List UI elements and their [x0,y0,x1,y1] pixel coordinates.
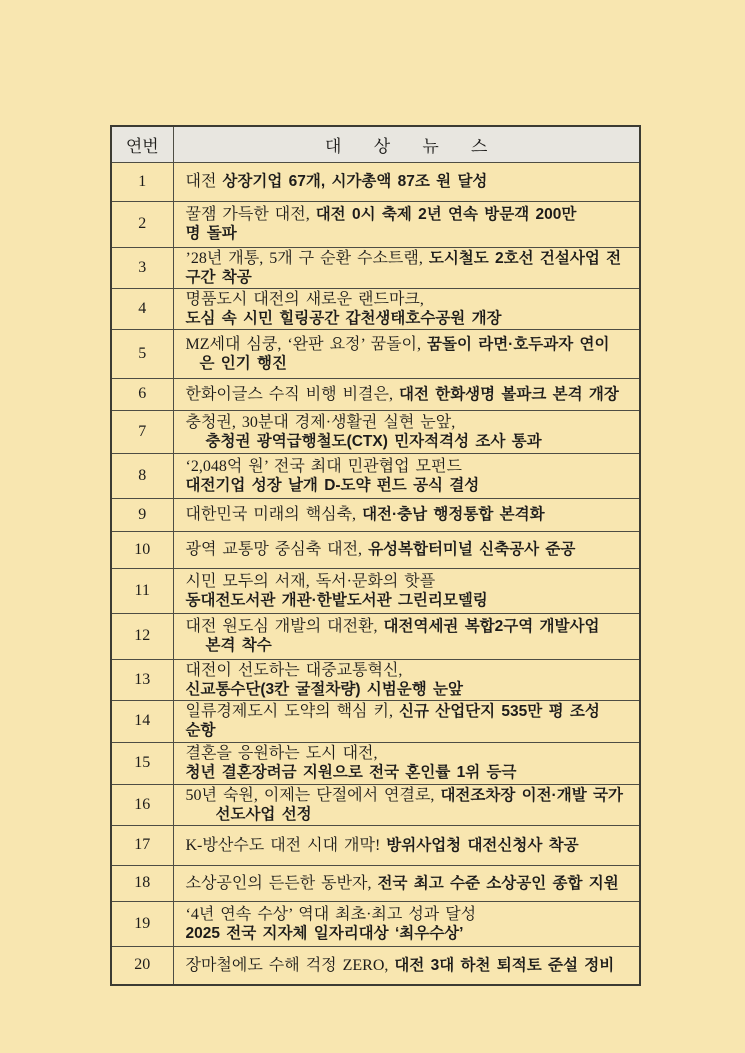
row-number-cell: 14 [111,700,173,742]
news-line [186,290,634,309]
column-header-number: 연번 [111,126,173,162]
news-text-bold: 선도사업 선정 [215,805,312,823]
news-line [186,457,634,476]
news-line [186,702,634,721]
news-text-bold: 대전 3대 하천 퇴적토 준설 정비 [394,956,615,974]
news-cell [173,498,640,531]
row-number-cell: 18 [111,865,173,901]
table-row [111,825,640,865]
row-number-cell: 17 [111,825,173,865]
row-number-cell: 15 [111,742,173,784]
table-row [111,613,640,659]
news-text-bold: 2025 전국 지자체 일자리대상 ‘최우수상’ [185,924,464,942]
news-cell [173,378,640,410]
news-text-bold: 상장기업 67개, 시가총액 87조 원 달성 [222,173,488,190]
news-text-bold: 도심 속 시민 힐링공간 갑천생태호수공원 개장 [185,309,502,327]
table-row [111,865,640,901]
news-line [186,721,634,740]
news-line [186,680,634,699]
news-text-regular: 충청권, 30분대 경제·생활권 실현 눈앞, [185,413,456,431]
news-cell [173,288,640,329]
news-line [186,924,634,943]
news-line [186,476,634,495]
table-row [111,453,640,498]
news-text-regular: 50년 숙원, 이제는 단절에서 연결로, [185,786,441,804]
news-text-regular: 대전 [185,173,223,190]
news-text-bold: 명 돌파 [185,225,237,242]
table-row [111,531,640,568]
table-row [111,201,640,247]
news-text-bold: 대전 한화생명 볼파크 본격 개장 [398,385,619,403]
news-text-regular: 결혼을 응원하는 도시 대전, [185,745,378,762]
row-number-cell: 16 [111,784,173,825]
news-cell [173,162,640,201]
news-line [186,805,634,824]
news-cell [173,410,640,453]
news-line [186,617,634,636]
news-text-bold: 은 인기 행진 [199,354,287,372]
news-cell [173,453,640,498]
news-cell [173,659,640,700]
news-text-bold: 신교통수단(3칸 굴절차량) 시범운행 눈앞 [185,680,463,698]
row-number-cell: 1 [111,162,173,201]
news-text-bold: 충청권 광역급행철도(CTX) 민자적격성 조사 통과 [205,432,542,450]
news-text-bold: 방위사업청 대전신청사 착공 [386,836,579,854]
news-line [186,874,634,893]
news-text-regular: 소상공인의 든든한 동반자, [185,874,378,892]
table-row [111,901,640,946]
news-line [186,354,634,373]
column-header-news: 대 상 뉴 스 [173,126,640,162]
table-body [111,162,640,985]
table-row [111,329,640,378]
news-text-bold: 유성복합터미널 신축공사 준공 [368,541,576,558]
news-text-bold: 순항 [185,722,216,739]
news-text-regular: 광역 교통망 중심축 대전, [185,541,369,558]
news-text-bold: 청년 결혼장려금 지원으로 전국 혼인률 1위 등극 [185,764,517,781]
news-text-bold: 대전기업 성장 날개 D-도약 펀드 공식 결성 [185,476,480,494]
table-row [111,378,640,410]
row-number-cell: 2 [111,201,173,247]
news-text-regular: 일류경제도시 도약의 핵심 키, [185,703,399,720]
news-text-regular: ‘4년 연속 수상’ 역대 최초·최고 성과 달성 [185,905,477,923]
row-number-cell: 7 [111,410,173,453]
row-number-cell: 10 [111,531,173,568]
news-text-regular: K-방산수도 대전 시대 개막! [185,836,387,854]
news-cell [173,568,640,613]
news-line [186,309,634,328]
row-number-cell: 13 [111,659,173,700]
news-text-bold: 본격 착수 [205,637,272,654]
news-cell [173,700,640,742]
news-text-regular: 대전이 선도하는 대중교통혁신, [185,661,403,679]
table-row [111,288,640,329]
news-text-regular: 명품도시 대전의 새로운 랜드마크, [185,290,424,308]
news-cell [173,865,640,901]
news-text-regular: 대한민국 미래의 핵심축, [185,506,363,523]
row-number-cell: 3 [111,247,173,288]
news-table [110,125,641,986]
row-number-cell: 4 [111,288,173,329]
news-cell [173,946,640,985]
news-line [186,744,634,763]
news-text-regular: 대전 원도심 개발의 대전환, [185,618,384,635]
table-row [111,700,640,742]
table-row [111,659,640,700]
table-row [111,247,640,288]
table-row [111,498,640,531]
news-line [186,249,634,268]
news-text-regular: 시민 모두의 서재, 독서·문화의 핫플 [185,572,436,590]
news-text-regular: ‘2,048억 원’ 전국 최대 민관협업 모펀드 [185,457,462,475]
news-cell [173,613,640,659]
news-line [186,836,634,855]
table-row [111,784,640,825]
news-cell [173,901,640,946]
news-text-regular: ’28년 개통, 5개 구 순환 수소트램, [185,249,429,267]
news-line [186,572,634,591]
news-text-regular: 장마철에도 수해 걱정 ZERO, [185,956,395,974]
news-line [186,224,634,243]
news-line [186,956,634,975]
news-cell [173,247,640,288]
row-number-cell: 6 [111,378,173,410]
news-text-bold: 대전 0시 축제 2년 연속 방문객 200만 [315,206,577,223]
news-text-bold: 전국 최고 수준 소상공인 종합 지원 [377,874,619,892]
news-line [186,268,634,287]
news-line [186,763,634,782]
news-line [186,335,634,354]
table-row [111,162,640,201]
table-row [111,946,640,985]
news-line [186,505,634,524]
news-table-grid [110,125,641,986]
news-cell [173,201,640,247]
news-line [186,636,634,655]
row-number-cell: 20 [111,946,173,985]
news-line [186,413,634,432]
news-line [186,385,634,404]
news-text-regular: MZ세대 심쿵, ‘완판 요정’ 꿈돌이, [185,335,427,353]
table-header-row [111,126,640,162]
news-text-bold: 도시철도 2호선 건설사업 전 [428,249,622,267]
news-line [186,205,634,224]
row-number-cell: 11 [111,568,173,613]
table-row [111,410,640,453]
news-text-bold: 꿈돌이 라면·호두과자 연이 [427,335,610,353]
news-line [186,540,634,559]
news-text-regular: 한화이글스 수직 비행 비결은, [185,385,399,403]
row-number-cell: 12 [111,613,173,659]
news-cell [173,329,640,378]
news-text-bold: 신규 산업단지 535만 평 조성 [398,703,600,720]
news-line [186,905,634,924]
row-number-cell: 19 [111,901,173,946]
row-number-cell: 8 [111,453,173,498]
news-line [186,172,634,191]
table-row [111,742,640,784]
news-text-bold: 대전·충남 행정통합 본격화 [362,506,545,523]
news-line [186,591,634,610]
news-cell [173,825,640,865]
news-cell [173,742,640,784]
news-text-bold: 대전조차장 이전·개발 국가 [440,786,623,804]
news-line [186,786,634,805]
table-row [111,568,640,613]
news-text-regular: 꿀잼 가득한 대전, [185,206,316,223]
news-text-bold: 대전역세권 복합2구역 개발사업 [383,618,600,635]
news-cell [173,784,640,825]
row-number-cell: 5 [111,329,173,378]
news-line [186,661,634,680]
news-text-bold: 구간 착공 [185,268,252,286]
news-line [186,432,634,451]
news-text-bold: 동대전도서관 개관·한밭도서관 그린리모델링 [185,591,488,609]
row-number-cell: 9 [111,498,173,531]
news-cell [173,531,640,568]
